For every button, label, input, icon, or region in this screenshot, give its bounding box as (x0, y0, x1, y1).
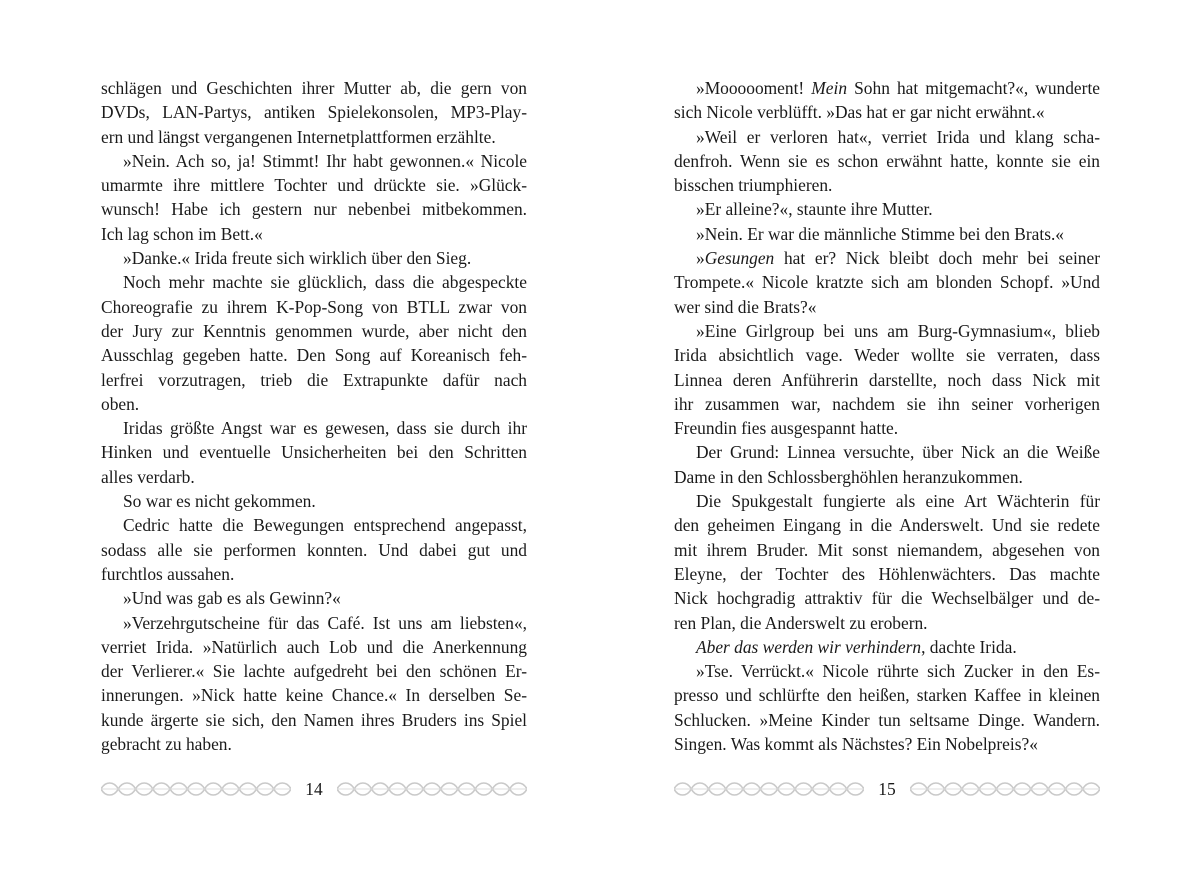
knot-ornament-icon (337, 780, 527, 798)
text-line: Cedric hatte die Bewegungen entsprechend angepasst, (123, 515, 527, 536)
text-line: »Danke.« Irida freute sich wirklich über den Sieg. (123, 248, 472, 269)
text-line: »Er alleine?«, staunte ihre Mutter. (696, 199, 933, 220)
text-segment: »Moooooment! (696, 78, 812, 98)
italic-text-segment: Gesungen (704, 248, 775, 269)
text-line: gebracht zu haben. (101, 734, 232, 755)
text-segment: » (696, 248, 705, 269)
text-segment: , dachte Irida. (921, 636, 1017, 657)
left-page-text (101, 76, 527, 756)
text-line: lerfrei vorzutragen, trieb die Extrapunkte dafür nach (101, 369, 527, 390)
text-line: oben. (101, 393, 140, 414)
text-line: Die Spukgestalt fungierte als eine Art Wächterin für (696, 491, 1100, 512)
italic-text-segment: Mein (811, 78, 848, 98)
text-line: »Verzehrgutscheine für das Café. Ist uns am liebsten«, (123, 612, 527, 633)
text-line: Noch mehr machte sie glücklich, dass die abgespeckte (123, 272, 527, 293)
page-number-left: 14 (305, 779, 323, 799)
text-line: bisschen triumphieren. (674, 175, 833, 196)
text-line: sodass alle sie performen konnten. Und dabei gut und (101, 539, 527, 560)
text-line: ern und längst vergangenen Internetplattformen erzählte. (101, 126, 496, 147)
text-line (674, 246, 1100, 270)
text-line: mit ihrem Bruder. Mit sonst niemandem, abgesehen von (674, 539, 1100, 560)
page-number-right: 15 (878, 779, 896, 799)
text-line: furchtlos aussahen. (101, 563, 235, 584)
text-line: »Tse. Verrückt.« Nicole rührte sich Zucker in den Es- (696, 661, 1100, 682)
text-line: den geheimen Eingang in die Anderswelt. Und sie redete (674, 515, 1100, 536)
right-page-footer (674, 778, 1100, 800)
text-line: schlägen und Geschichten ihrer Mutter ab, die gern von (101, 78, 527, 98)
text-line: wunsch! Habe ich gestern nur nebenbei mitbekommen. (101, 199, 527, 220)
text-line: Singen. Was kommt als Nächstes? Ein Nobelpreis?« (674, 734, 1038, 755)
text-line: kunde ärgerte sie sich, den Namen ihres Bruders ins Spiel (101, 709, 527, 730)
text-line: Der Grund: Linnea versuchte, über Nick an die Weiße (696, 442, 1100, 463)
text-line: denfroh. Wenn sie es schon erwähnt hatte, konnte sie ein (674, 150, 1100, 171)
text-line: »Eine Girlgroup bei uns am Burg-Gymnasium«, blieb (696, 320, 1100, 341)
text-line: wer sind die Brats?« (674, 296, 817, 317)
right-page-text (674, 76, 1100, 756)
text-line: »Weil er verloren hat«, verriet Irida und klang scha- (696, 126, 1100, 147)
text-line: Choreografie zu ihrem K-Pop-Song von BTLL zwar von (101, 296, 527, 317)
text-line: Nick hochgradig attraktiv für die Wechselbälger und de- (674, 588, 1100, 609)
text-line: sich Nicole verblüfft. »Das hat er gar nicht erwähnt.« (674, 102, 1045, 123)
text-segment: Sohn hat mitgemacht?«, wunderte (847, 78, 1100, 98)
text-line: Iridas größte Angst war es gewesen, dass sie durch ihr (123, 418, 527, 439)
italic-text-segment: Aber das werden wir verhindern (696, 636, 922, 657)
text-line: Dame in den Schlossberghöhlen heranzukommen. (674, 466, 1023, 487)
text-line: Hinken und eventuelle Unsicherheiten bei den Schritten (101, 442, 527, 463)
text-line: Ich lag schon im Bett.« (101, 223, 263, 244)
text-line: Trompete.« Nicole kratzte sich am blonden Schopf. »Und (674, 272, 1100, 293)
text-line: »Nein. Ach so, ja! Stimmt! Ihr habt gewonnen.« Nicole (123, 150, 527, 171)
text-line: der Jury zur Kenntnis genommen wurde, aber nicht den (101, 320, 527, 341)
text-line: ren Plan, die Anderswelt zu erobern. (674, 612, 928, 633)
text-line: Freundin fies ausgespannt hatte. (674, 418, 899, 439)
text-line (674, 635, 1100, 659)
text-line: Ausschlag gegeben hatte. Den Song auf Koreanisch feh- (101, 345, 527, 366)
text-segment: hat er? Nick bleibt doch mehr bei seiner (774, 248, 1100, 269)
text-line: »Und was gab es als Gewinn?« (123, 588, 341, 609)
text-line: »Nein. Er war die männliche Stimme bei den Brats.« (696, 223, 1065, 244)
text-line: verriet Irida. »Natürlich auch Lob und die Anerkennung (101, 636, 527, 657)
text-line: der Verlierer.« Sie lachte aufgedreht bei den schönen Er- (101, 661, 527, 682)
text-line: Irida absichtlich vage. Weder wollte sie verraten, dass (674, 345, 1100, 366)
text-line (674, 76, 1100, 100)
left-page-footer (101, 778, 527, 800)
text-line: ihr zusammen war, nachdem sie ihn seiner vorherigen (674, 393, 1100, 414)
text-line: presso und schlürfte den heißen, starken Kaffee in kleinen (674, 685, 1100, 706)
text-line: Schlucken. »Meine Kinder tun seltsame Dinge. Wandern. (674, 709, 1100, 730)
text-line: Linnea deren Anführerin darstellte, noch dass Nick mit (674, 369, 1100, 390)
text-line: So war es nicht gekommen. (123, 491, 316, 512)
text-line: Eleyne, der Tochter des Höhlenwächters. Das machte (674, 563, 1100, 584)
text-line: DVDs, LAN-Partys, antiken Spielekonsolen, MP3-Play- (101, 102, 527, 123)
knot-ornament-icon (910, 780, 1100, 798)
text-line: alles verdarb. (101, 466, 195, 487)
text-line: umarmte ihre mittlere Tochter und drückte sie. »Glück- (101, 175, 527, 196)
text-line: innerungen. »Nick hatte keine Chance.« In derselben Se- (101, 685, 527, 706)
